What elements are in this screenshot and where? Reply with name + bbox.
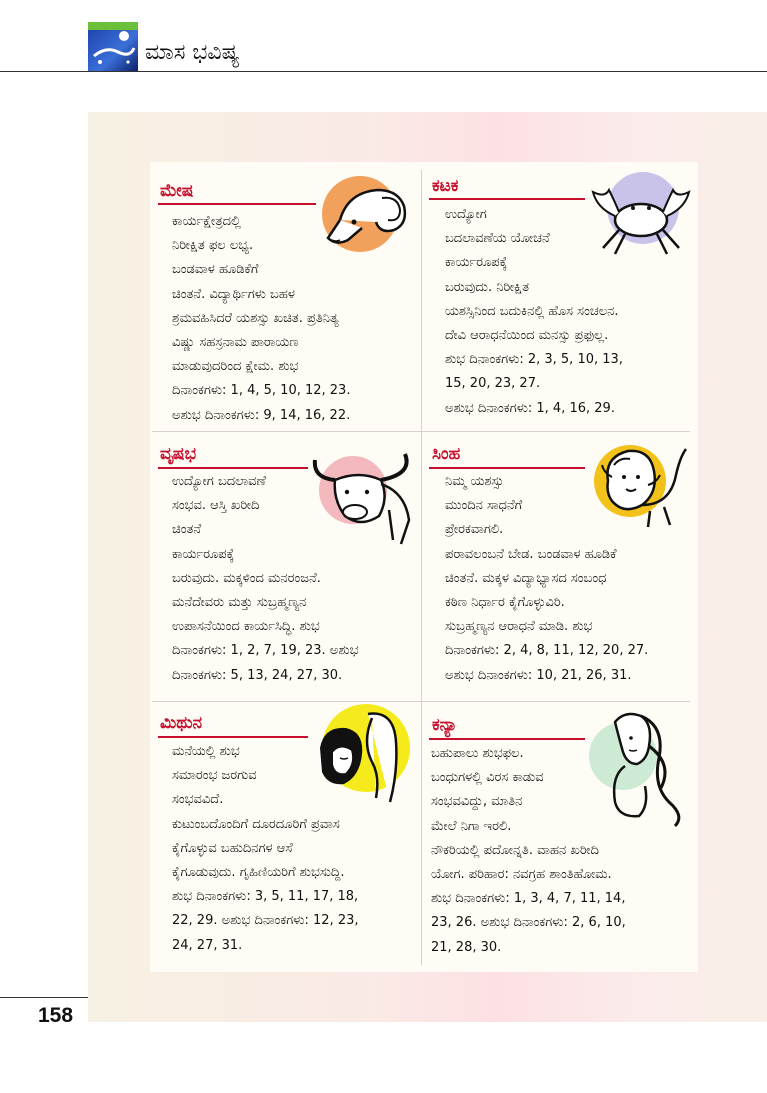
sign-text-kanya xyxy=(431,742,626,960)
sign-text-simha xyxy=(445,470,648,688)
text-line: ಕೈಗೊಳ್ಳುವ ಬಹುದಿನಗಳ ಆಸೆ xyxy=(172,840,293,856)
text-line: ಸಂಭವವಿದೆ. xyxy=(172,792,224,808)
text-line: ಕಾರ್ಯರೂಪಕ್ಕೆ xyxy=(172,546,235,562)
text-line: ಮುಂದಿನ ಸಾಧನೆಗೆ xyxy=(445,498,523,514)
text-line: ಯೋಗ. ಪರಿಹಾರ: ನವಗ್ರಹ ಶಾಂತಿಹೋಮ. xyxy=(431,866,612,882)
sign-title-kataka: ಕಟಕ xyxy=(432,176,459,196)
text-line: ಕುಟುಂಬದೊಂದಿಗೆ ದೂರದೂರಿಗೆ ಪ್ರವಾಸ xyxy=(172,816,340,832)
text-line: ಸುಬ್ರಹ್ಮಣ್ಯನ ಆರಾಧನೆ ಮಾಡಿ. ಶುಭ xyxy=(445,619,593,635)
sign-text-mithuna xyxy=(172,740,359,958)
text-line: ದಿನಾಂಕಗಳು: 1, 4, 5, 10, 12, 23. xyxy=(172,383,351,399)
text-line: ದಿನಾಂಕಗಳು: 5, 13, 24, 27, 30. xyxy=(172,667,343,683)
text-line: ಬಂಡವಾಳ ಹೂಡಿಕೆಗೆ xyxy=(172,262,259,278)
sign-title-underline xyxy=(158,736,308,738)
sign-title-vrishabha: ವೃಷಭ xyxy=(160,444,197,464)
text-line: ಕಠಿಣ ನಿರ್ಧಾರ ಕೈಗೊಳ್ಳುವಿರಿ. xyxy=(445,594,565,610)
sign-title-underline xyxy=(429,198,585,200)
text-line: ದಿನಾಂಕಗಳು: 1, 2, 7, 19, 23. ಅಶುಭ xyxy=(172,643,359,659)
text-line: ಕೈಗೂಡುವುದು. ಗೃಹಿಣಿಯರಿಗೆ ಶುಭಸುದ್ದಿ. xyxy=(172,864,345,880)
sign-title-kanya: ಕನ್ಯಾ xyxy=(432,715,458,735)
text-line: ಉದ್ಯೋಗ xyxy=(445,207,487,222)
text-line: ಮನೆಯಲ್ಲಿ ಶುಭ xyxy=(172,744,240,759)
text-line: ಚಿಂತನೆ. ಮಕ್ಕಳ ವಿದ್ಯಾಭ್ಯಾಸದ ಸಂಬಂಧ xyxy=(445,570,607,586)
page-title: ಮಾಸ ಭವಿಷ್ಯ xyxy=(145,40,240,65)
text-line: ನಿರೀಕ್ಷಿತ ಫಲ ಲಭ್ಯ. xyxy=(172,238,254,254)
text-line: ಶುಭ ದಿನಾಂಕಗಳು: 2, 3, 5, 10, 13, xyxy=(445,352,623,368)
sign-title-mithuna: ಮಿಥುನ xyxy=(160,713,203,733)
magazine-logo-icon xyxy=(88,22,138,72)
text-line: ಅಶುಭ ದಿನಾಂಕಗಳು: 1, 4, 16, 29. xyxy=(445,400,615,416)
text-line: ಅಶುಭ ದಿನಾಂಕಗಳು: 10, 21, 26, 31. xyxy=(445,667,632,683)
text-line: ಕಾರ್ಯಕ್ಷೇತ್ರದಲ್ಲಿ xyxy=(172,214,241,229)
text-line: ಸಮಾರಂಭ ಜರಗುವ xyxy=(172,768,257,784)
sign-text-mesha xyxy=(172,210,350,428)
text-line: ಮಾಡುವುದರಿಂದ ಕ್ಷೇಮ. ಶುಭ xyxy=(172,359,299,375)
text-line: ಶ್ರಮವಹಿಸಿದರೆ ಯಶಸ್ಸು ಖಚಿತ. ಪ್ರತಿನಿತ್ಯ xyxy=(172,310,339,326)
text-line: ಬರುವುದು. ನಿರೀಕ್ಷಿತ xyxy=(445,279,530,295)
text-line: ಚಿಂತನೆ. ವಿದ್ಯಾರ್ಥಿಗಳು ಬಹಳ xyxy=(172,286,295,302)
text-line: ನೌಕರಿಯಲ್ಲಿ ಪದೋನ್ನತಿ. ವಾಹನ ಖರೀದಿ xyxy=(431,842,599,858)
text-line: ಬದಲಾವಣೆಯ ಯೋಚನೆ xyxy=(445,231,550,247)
text-line: ಸಂಭವ. ಆಸ್ತಿ ಖರೀದಿ xyxy=(172,498,260,514)
sign-title-simha: ಸಿಂಹ xyxy=(432,444,461,464)
text-line: ದೇವಿ ಆರಾಧನೆಯಿಂದ ಮನಸ್ಸು ಪ್ರಫುಲ್ಲ. xyxy=(445,327,609,343)
text-line: 22, 29. ಅಶುಭ ದಿನಾಂಕಗಳು: 12, 23, xyxy=(172,913,359,929)
text-line: ಶುಭ ದಿನಾಂಕಗಳು: 1, 3, 4, 7, 11, 14, xyxy=(431,891,626,907)
text-line: ಬಹುಪಾಲು ಶುಭಫಲ. xyxy=(431,746,524,761)
row-divider xyxy=(152,701,690,702)
column-divider xyxy=(421,170,422,965)
sign-title-mesha: ಮೇಷ xyxy=(160,181,194,201)
row-divider xyxy=(152,431,690,432)
text-line: ಕಾರ್ಯರೂಪಕ್ಕೆ xyxy=(445,255,508,271)
text-line: ಉಪಾಸನೆಯಿಂದ ಕಾರ್ಯಸಿದ್ಧಿ. ಶುಭ xyxy=(172,619,320,635)
sign-title-underline xyxy=(429,738,585,740)
text-line: 15, 20, 23, 27. xyxy=(445,376,541,392)
text-line: ಅಶುಭ ದಿನಾಂಕಗಳು: 9, 14, 16, 22. xyxy=(172,407,351,423)
text-line: ಪರಾವಲಂಬನೆ ಬೇಡ. ಬಂಡವಾಳ ಹೂಡಿಕೆ xyxy=(445,546,617,562)
sign-text-vrishabha xyxy=(172,470,359,688)
page-number: 158 xyxy=(38,1004,74,1027)
sign-title-underline xyxy=(158,203,316,205)
text-line: 24, 27, 31. xyxy=(172,937,243,953)
text-line: ಶುಭ ದಿನಾಂಕಗಳು: 3, 5, 11, 17, 18, xyxy=(172,889,359,905)
sign-title-underline xyxy=(158,467,308,469)
text-line: ಚಿಂತನೆ xyxy=(172,522,202,538)
text-line: ಮನೆದೇವರು ಮತ್ತು ಸುಬ್ರಹ್ಮಣ್ಯನ xyxy=(172,594,307,610)
text-line: ಪ್ರೇರಕವಾಗಲಿ. xyxy=(445,522,504,538)
text-line: ಬರುವುದು. ಮಕ್ಕಳಿಂದ ಮನರಂಜನೆ. xyxy=(172,570,321,586)
text-line: 21, 28, 30. xyxy=(431,939,502,955)
text-line: ಮೇಲೆ ನಿಗಾ ಇರಲಿ. xyxy=(431,818,512,834)
text-line: ಯಶಸ್ಸಿನಿಂದ ಬದುಕಿನಲ್ಲಿ ಹೊಸ ಸಂಚಲನ. xyxy=(445,303,619,319)
header-divider xyxy=(0,71,767,72)
sign-title-underline xyxy=(429,467,585,469)
footer-divider xyxy=(0,997,88,998)
text-line: ನಿಮ್ಮ ಯಶಸ್ಸು xyxy=(445,474,504,489)
text-line: 23, 26. ಅಶುಭ ದಿನಾಂಕಗಳು: 2, 6, 10, xyxy=(431,915,626,931)
text-line: ಸಂಭವವಿದ್ದು, ಮಾತಿನ xyxy=(431,794,523,810)
sign-text-kataka xyxy=(445,203,623,421)
text-line: ವಿಷ್ಣು ಸಹಸ್ರನಾಮ ಪಾರಾಯಣ xyxy=(172,334,299,350)
text-line: ಬಂಧುಗಳಲ್ಲಿ ವಿರಸ ಕಾಡುವ xyxy=(431,770,544,786)
text-line: ದಿನಾಂಕಗಳು: 2, 4, 8, 11, 12, 20, 27. xyxy=(445,643,649,659)
text-line: ಉದ್ಯೋಗ ಬದಲಾವಣೆ xyxy=(172,474,266,489)
